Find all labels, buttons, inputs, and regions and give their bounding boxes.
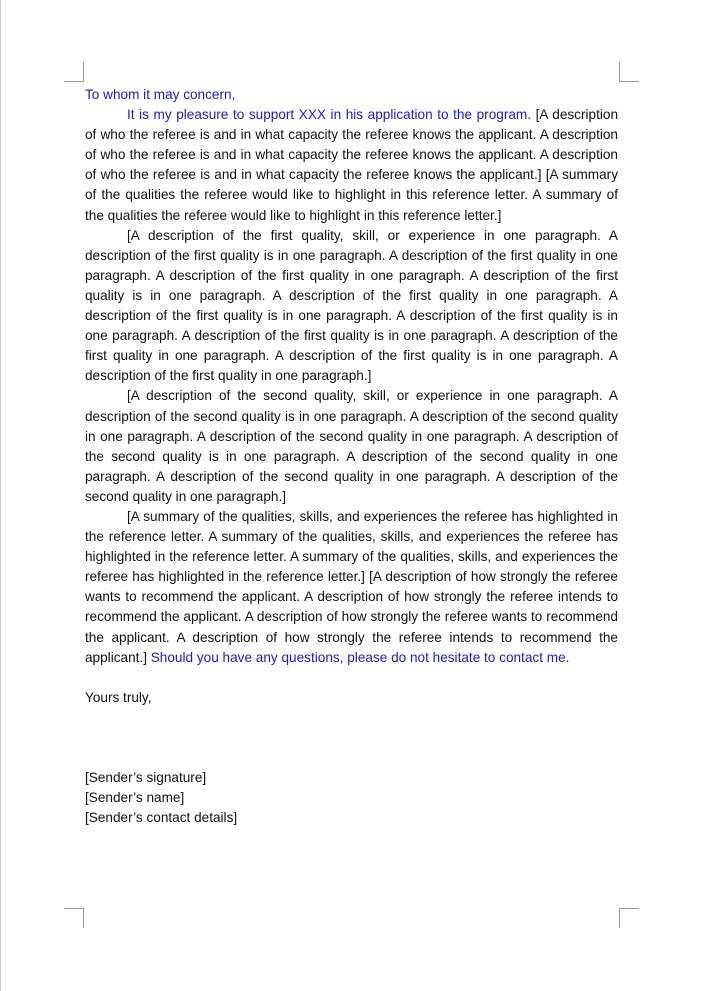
first-quality-paragraph: [A description of the first quality, skill, or experience in one paragraph. A description of the first quality is in one paragraph. A description of the first quality in one paragraph. A description of the first quality in one paragraph. A description of the first quality is in one paragraph. A description of the first quality in one paragraph. A description of the first quality is in one paragraph. A description of the first quality is in one paragraph. A description of the first quality is in one paragraph. A description of the first quality in one paragraph. A description of the first quality is in one paragraph. A description of the first quality in one paragraph.]: [85, 227, 618, 384]
page-left-edge: [0, 0, 1, 991]
second-quality-paragraph: [A description of the second quality, skill, or experience in one paragraph. A description of the second quality is in one paragraph. A description of the second quality in one paragraph. A description of the second quality in one paragraph. A description of the second quality is in one paragraph. A description of the second quality in one paragraph. A description of the second quality in one paragraph. A description of the second quality in one paragraph.]: [85, 388, 618, 504]
margin-mark-top-left: [64, 62, 84, 82]
margin-mark-top-right: [619, 62, 639, 82]
margin-mark-bottom-left: [64, 908, 84, 928]
sender-contact: [Sender’s contact details]: [85, 810, 238, 825]
spacer: [85, 708, 618, 768]
intro-paragraph: [85, 105, 618, 226]
spacer: [85, 668, 618, 688]
closing-highlight: Should you have any questions, please do not hesitate to contact me.: [146, 649, 570, 665]
sender-name: [Sender’s name]: [85, 789, 185, 805]
salutation: To whom it may concern,: [85, 87, 236, 102]
margin-mark-bottom-right: [619, 908, 639, 928]
sender-signature: [Sender’s signature]: [85, 769, 207, 785]
document-body[interactable]: [85, 85, 618, 828]
closing-body: [A summary of the qualities, skills, and experiences the referee has highlighted in the reference letter. A summary of the qualities, skills, and experiences the referee has highlighted in the reference letter. A summary of the qualities, skills, and experiences the referee has highlighted in the reference letter.] [A description of how strongly the referee wants to recommend the applicant. A description of how strongly the referee intends to recommend the applicant. A description of how strongly the referee wants to recommend the applicant. A description of how strongly the referee intends to recommend the applicant.]: [85, 508, 618, 665]
closing-paragraph: [85, 507, 618, 668]
intro-highlight: It is my pleasure to support XXX in his application to the program.: [127, 107, 532, 123]
signature-block: [85, 768, 618, 828]
valediction: Yours truly,: [85, 689, 152, 705]
intro-body: [A description of who the referee is and in what capacity the referee knows the applicant. A description of who the referee is and in what capacity the referee knows the applicant. A description of who the referee is and in what capacity the referee knows the applicant.] [A summary of the qualities the referee would like to highlight in this reference letter. A summary of the qualities the referee would like to highlight in this reference letter.]: [85, 107, 618, 223]
